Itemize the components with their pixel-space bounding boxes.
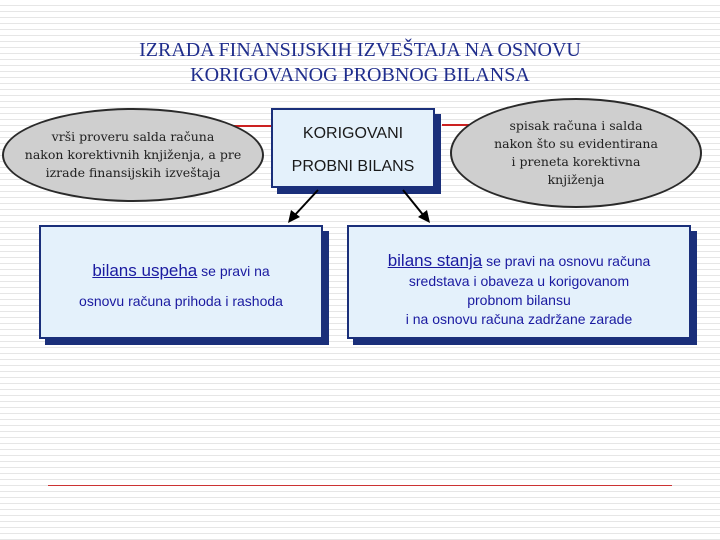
center-box-line-2: PROBNI BILANS xyxy=(291,158,415,175)
bilans-stanja-keyword: bilans stanja xyxy=(387,251,483,270)
title-line-1: IZRADA FINANSIJSKIH IZVEŠTAJA NA OSNOVU xyxy=(139,39,581,61)
right-ellipse-line-1: spisak računa i salda xyxy=(509,118,643,133)
right-ellipse-line-4: knjiženja xyxy=(547,172,605,187)
right-box-line-2: sredstava i obaveza u korigovanom xyxy=(408,273,630,289)
right-box-line-3: probnom bilansu xyxy=(467,292,571,308)
right-box-line-1-rest: se pravi na osnovu računa xyxy=(482,253,651,269)
left-ellipse-line-3: izrade finansijskih izveštaja xyxy=(45,165,221,180)
title-line-2: KORIGOVANOG PROBNOG BILANSA xyxy=(190,64,530,86)
center-box-line-1: KORIGOVANI xyxy=(302,125,404,142)
bilans-uspeha-keyword: bilans uspeha xyxy=(92,261,198,280)
right-box-line-4: i na osnovu računa zadržane zarade xyxy=(405,311,633,327)
bottom-divider xyxy=(48,485,672,486)
right-ellipse-line-3: i preneta korektivna xyxy=(511,154,641,169)
arrow-to-right-box xyxy=(403,190,430,223)
left-ellipse-line-2: nakon korektivnih knjiženja, a pre xyxy=(24,147,242,162)
right-ellipse-line-2: nakon što su evidentirana xyxy=(494,136,658,151)
arrow-to-left-box xyxy=(288,190,318,223)
left-box-line-1-rest: se pravi na xyxy=(197,263,270,279)
left-ellipse-line-1: vrši proveru salda računa xyxy=(51,129,215,144)
left-box-line-2: osnovu računa prihoda i rashoda xyxy=(79,293,283,309)
